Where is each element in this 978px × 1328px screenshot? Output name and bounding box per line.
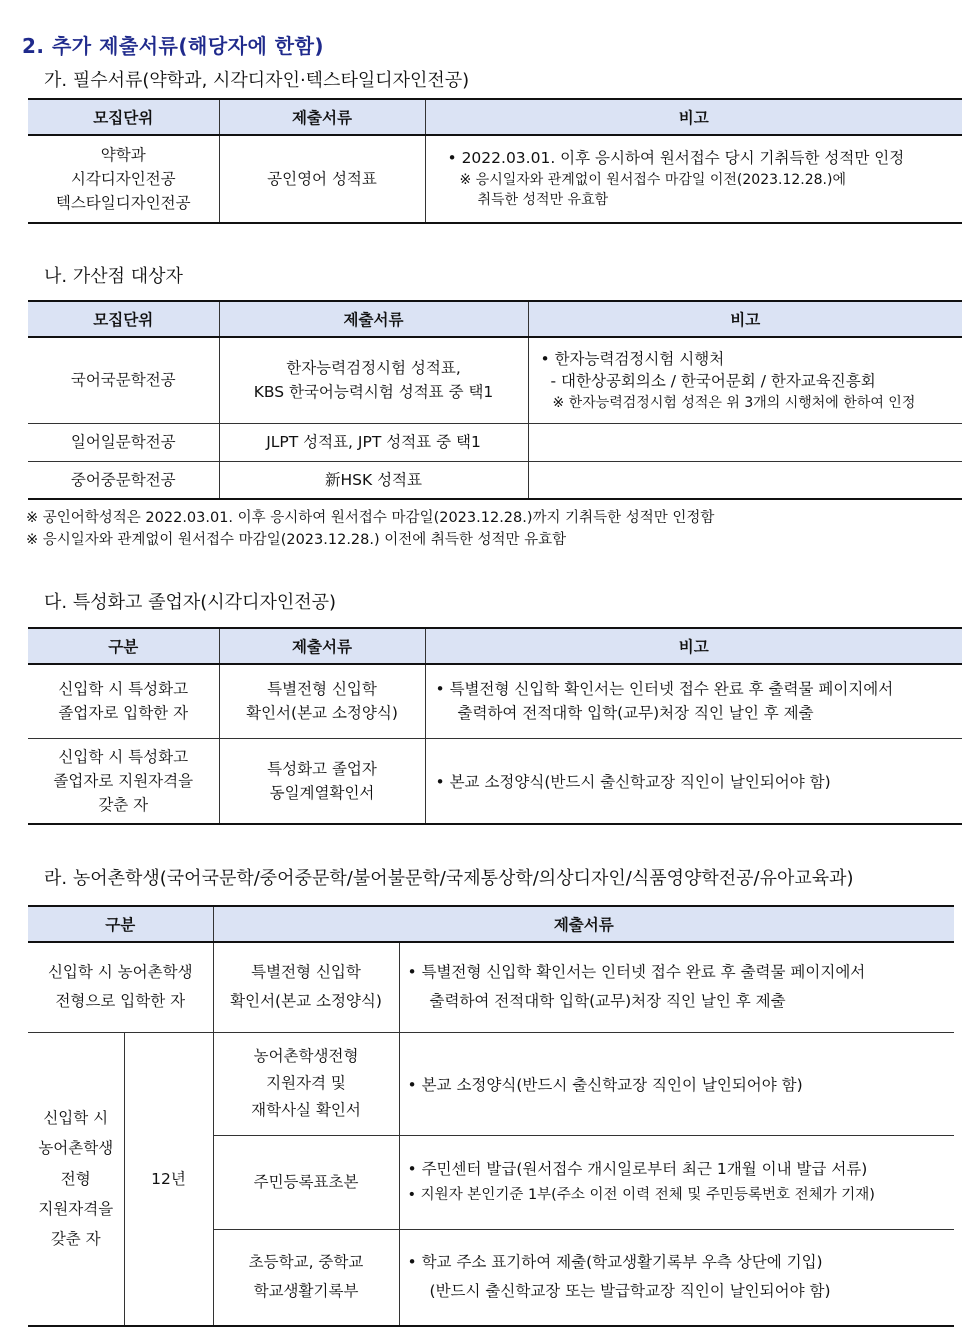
category-cell: 신입학 시 농어촌학생 전형 지원자격을 갖춘 자 [28,1032,124,1326]
note-cell: • 본교 소정양식(반드시 출신학교장 직인이 날인되어야 함) [425,738,962,824]
period-cell: 12년 [124,1032,213,1326]
section-d-title: 라. 농어촌학생(국어국문학/중어중문학/불어불문학/국제통상학/의상디자인/식품영양학전공/유아교육과) [44,868,854,889]
section-b-table [28,300,962,500]
document-cell: 한자능력검정시험 성적표, KBS 한국어능력시험 성적표 중 택1 [219,337,528,423]
note-cell [528,423,962,461]
note-cell: • 특별전형 신입학 확인서는 인터넷 접수 완료 후 출력물 페이지에서 출력하여 전적대학 입학(교무)처장 직인 날인 후 제출 [425,664,962,738]
note-cell [528,461,962,499]
header-document: 제출서류 [213,906,954,942]
header-note: 비고 [528,301,962,337]
unit-cell: 국어국문학전공 [28,337,219,423]
unit-cell: 중어중문학전공 [28,461,219,499]
header-category: 구분 [28,906,213,942]
header-document: 제출서류 [219,301,528,337]
section-b-title: 나. 가산점 대상자 [44,266,183,287]
document-cell: 특성화고 졸업자 동일계열확인서 [219,738,425,824]
note-cell: • 학교 주소 표기하여 제출(학교생활기록부 우측 상단에 기입) (반드시 출신학교장 또는 발급학교장 직인이 날인되어야 함) [399,1229,954,1326]
document-cell: 초등학교, 중학교 학교생활기록부 [213,1229,399,1326]
document-cell: 특별전형 신입학 확인서(본교 소정양식) [219,664,425,738]
main-title: 2. 추가 제출서류(해당자에 한함) [22,34,325,58]
document-cell: 주민등록표초본 [213,1135,399,1229]
section-c-title: 다. 특성화고 졸업자(시각디자인전공) [44,592,337,613]
section-c-table [28,627,962,825]
note-cell: • 2022.03.01. 이후 응시하여 원서접수 당시 기취득한 성적만 인정 ※ 응시일자와 관계없이 원서접수 마감일 이전(2023.12.28.)에 취득한 성적만 유효함 [425,135,962,223]
note-cell: • 특별전형 신입학 확인서는 인터넷 접수 완료 후 출력물 페이지에서 출력하여 전적대학 입학(교무)처장 직인 날인 후 제출 [399,942,954,1032]
document-cell: 新HSK 성적표 [219,461,528,499]
category-cell: 신입학 시 농어촌학생 전형으로 입학한 자 [28,942,213,1032]
header-unit: 모집단위 [28,301,219,337]
section-a-title: 가. 필수서류(약학과, 시각디자인·텍스타일디자인전공) [44,70,470,91]
document-cell: JLPT 성적표, JPT 성적표 중 택1 [219,423,528,461]
document-cell: 농어촌학생전형 지원자격 및 재학사실 확인서 [213,1032,399,1135]
header-note: 비고 [425,628,962,664]
header-category: 구분 [28,628,219,664]
category-cell: 신입학 시 특성화고 졸업자로 지원자격을 갖춘 자 [28,738,219,824]
unit-cell: 약학과 시각디자인전공 텍스타일디자인전공 [28,135,219,223]
header-document: 제출서류 [219,628,425,664]
footnote: ※ 응시일자와 관계없이 원서접수 마감일(2023.12.28.) 이전에 취득한 성적만 유효함 [26,532,567,548]
footnote: ※ 공인어학성적은 2022.03.01. 이후 응시하여 원서접수 마감일(2023.12.28.)까지 기취득한 성적만 인정함 [26,510,715,526]
header-note: 비고 [425,99,962,135]
unit-cell: 일어일문학전공 [28,423,219,461]
category-cell: 신입학 시 특성화고 졸업자로 입학한 자 [28,664,219,738]
note-cell: • 한자능력검정시험 시행처 - 대한상공회의소 / 한국어문회 / 한자교육진흥회 ※ 한자능력검정시험 성적은 위 3개의 시행처에 한하여 인정 [528,337,962,423]
document-cell: 공인영어 성적표 [219,135,425,223]
document-cell: 특별전형 신입학 확인서(본교 소정양식) [213,942,399,1032]
note-cell: • 본교 소정양식(반드시 출신학교장 직인이 날인되어야 함) [399,1032,954,1135]
section-d-table [28,905,954,1327]
header-unit: 모집단위 [28,99,219,135]
header-document: 제출서류 [219,99,425,135]
note-cell: • 주민센터 발급(원서접수 개시일로부터 최근 1개월 이내 발급 서류) • 지원자 본인기준 1부(주소 이전 이력 전체 및 주민등록번호 전체가 기재) [399,1135,954,1229]
section-a-table [28,98,962,224]
